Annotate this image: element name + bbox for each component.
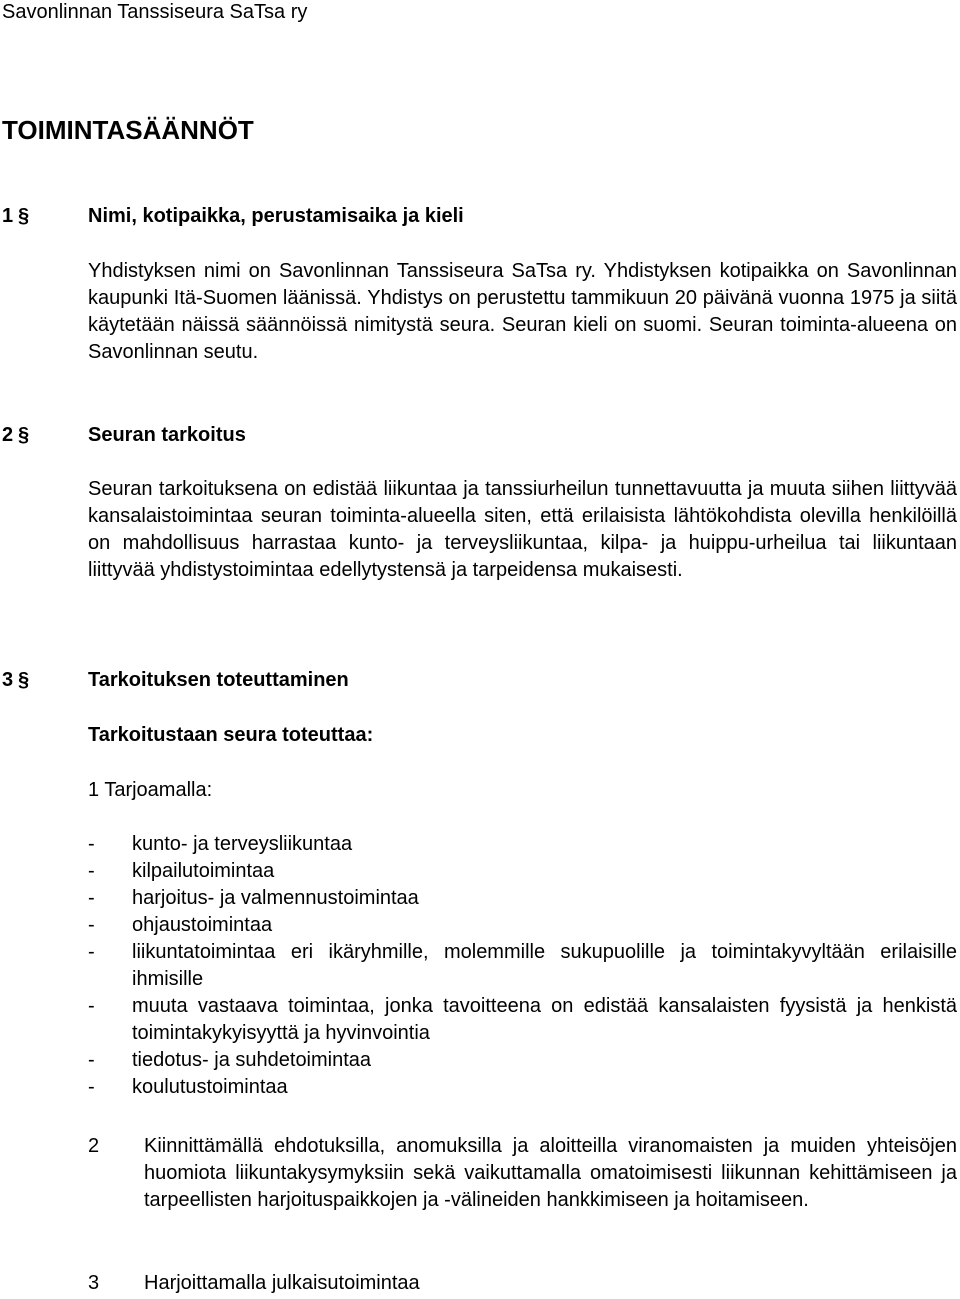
section-number: 2	[2, 424, 14, 446]
list-item: - harjoitus- ja valmennustoimintaa	[88, 887, 419, 909]
item-number: 2	[88, 1135, 100, 1157]
list-item: - tiedotus- ja suhdetoimintaa	[88, 1049, 372, 1071]
section-3-subheading: Tarkoitustaan seura toteuttaa:	[88, 724, 374, 746]
section-title: Tarkoituksen toteuttaminen	[88, 669, 349, 691]
item-text: Kiinnittämällä ehdotuksilla, anomuksilla ja aloitteilla viranomaisten ja muiden yhteisöjen huomiota liikuntakysymyksiin sekä vaikuttamalla omatoimisesti liikunnan kehittämiseen ja tarpeellisten harjoituspaikkojen ja -välineiden hankkimiseen ja hoitamiseen.	[144, 1135, 957, 1211]
activity-list	[88, 831, 957, 1101]
list-item: - ohjaustoimintaa	[88, 914, 273, 936]
section-sign: §	[18, 669, 30, 691]
list-item: - kilpailutoimintaa	[88, 860, 275, 882]
item-text: Harjoittamalla julkaisutoimintaa	[144, 1272, 420, 1294]
section-number: 1	[2, 205, 14, 227]
section-sign: §	[18, 424, 30, 446]
organization-header: Savonlinnan Tanssiseura SaTsa ry	[2, 1, 308, 23]
numbered-item	[88, 1133, 957, 1214]
list-item: - muuta vastaava toimintaa, jonka tavoitteena on edistää kansalaisten fyysistä ja henkistä toimintakykyisyyttä ja hyvinvointia	[88, 995, 957, 1044]
section-3-intro: 1 Tarjoamalla:	[88, 779, 213, 801]
section-2-heading	[2, 422, 246, 449]
section-title: Seuran tarkoitus	[88, 424, 246, 446]
section-1-heading	[2, 203, 464, 230]
section-sign: §	[18, 205, 30, 227]
section-1-body: Yhdistyksen nimi on Savonlinnan Tanssiseura SaTsa ry. Yhdistyksen kotipaikka on Savonlinnan kaupunki Itä-Suomen läänissä. Yhdistys on perustettu tammikuun 20 päivänä vuonna 1975 ja siitä käytetään näissä säännöissä nimitystä seura. Seuran kieli on suomi. Seuran toiminta-alueena on Savonlinnan seutu.	[88, 260, 957, 363]
list-item: - koulutustoimintaa	[88, 1076, 288, 1098]
section-2-body: Seuran tarkoituksena on edistää liikuntaa ja tanssiurheilun tunnettavuutta ja muuta siihen liittyvää kansalaistoimintaa seuran toiminta-alueella siten, että erilaisista lähtökohdista olevilla henkilöillä on mahdollisuus harrastaa kunto- ja terveysliikuntaa, kilpa- ja huippu-urheilua tai liikuntaan liittyvää yhdistystoimintaa edellytystensä ja tarpeidensa mukaisesti.	[88, 478, 957, 581]
item-number: 3	[88, 1272, 100, 1294]
section-3-heading	[2, 667, 349, 694]
list-item: - kunto- ja terveysliikuntaa	[88, 833, 353, 855]
numbered-item	[88, 1270, 957, 1297]
section-number: 3	[2, 669, 14, 691]
section-title: Nimi, kotipaikka, perustamisaika ja kieli	[88, 205, 464, 227]
list-item: - liikuntatoimintaa eri ikäryhmille, molemmille sukupuolille ja toimintakyvyltään erilaisille ihmisille	[88, 941, 957, 990]
document-title: TOIMINTASÄÄNNÖT	[2, 115, 254, 145]
